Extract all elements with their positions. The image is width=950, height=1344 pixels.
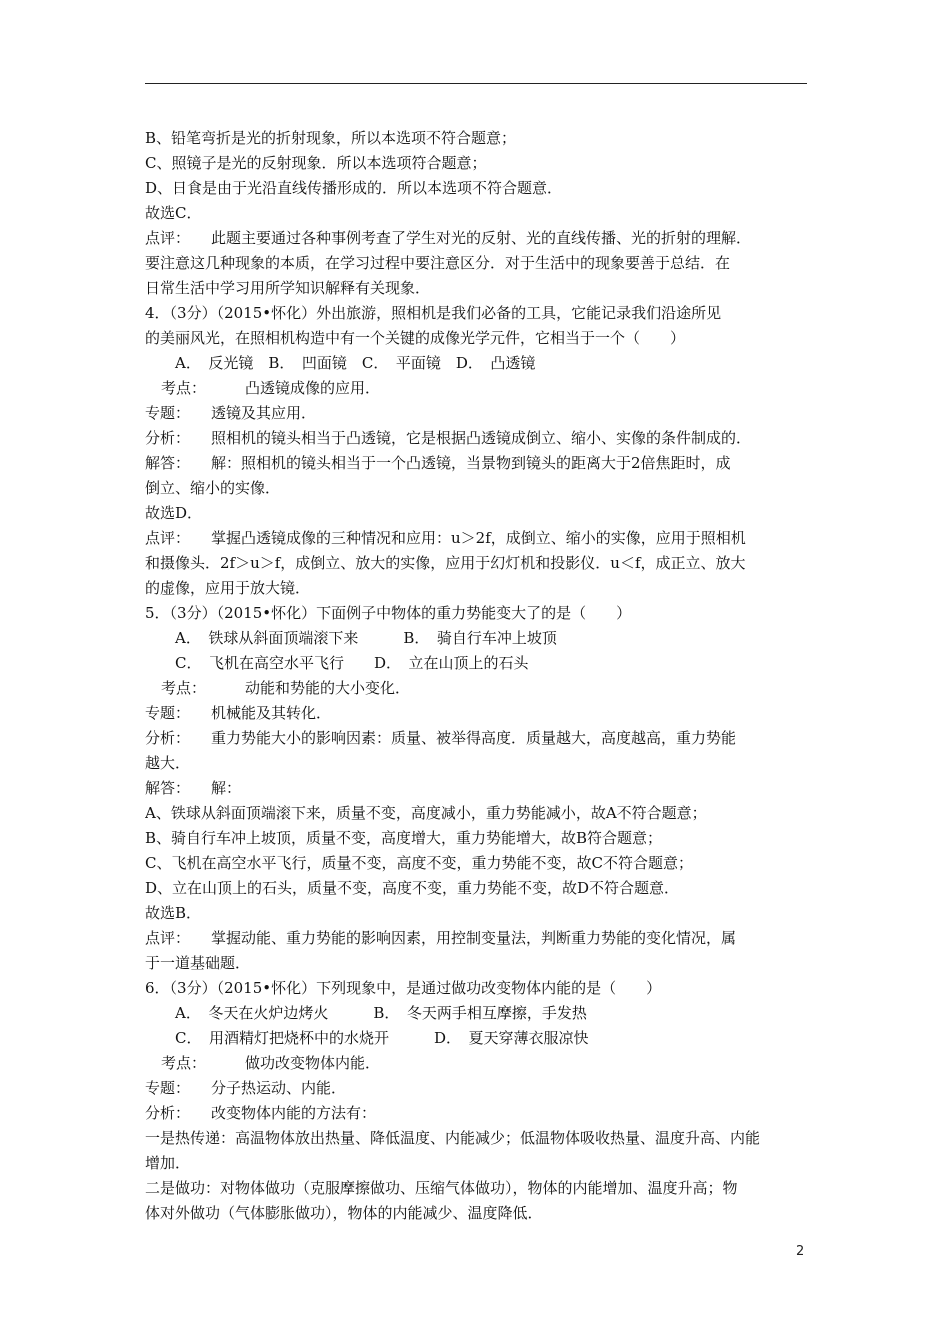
comment-text: 此题主要通过各种事例考查了学生对光的反射、光的直线传播、光的折射的理解． — [211, 229, 752, 247]
q4-kaodian — [145, 376, 810, 401]
q5-options-row-2: C． 飞机在高空水平飞行 D． 立在山顶上的石头 — [175, 654, 529, 672]
q4-zhuanti — [145, 401, 810, 426]
fenxi-text: 照相机的镜头相当于凸透镜，它是根据凸透镜成倒立、缩小、实像的条件制成的． — [211, 429, 752, 447]
q6-heat-transfer-cont: 增加． — [145, 1154, 191, 1172]
dianping-text: 掌握凸透镜成像的三种情况和应用：u＞2f，成倒立、缩小的实像，应用于照相机 — [211, 529, 746, 547]
jieda-label: 解答： — [145, 454, 191, 472]
q3-comment — [145, 226, 810, 251]
q6-fenxi — [145, 1101, 810, 1126]
fenxi-label: 分析： — [145, 729, 191, 747]
q5-answer: 故选B． — [145, 904, 202, 922]
q4-dianping-cont: 的虚像，应用于放大镜． — [145, 579, 311, 597]
dianping-label: 点评： — [145, 529, 191, 547]
q6-stem: 6．（3分）（2015•怀化）下列现象中，是通过做功改变物体内能的是（ ） — [145, 979, 662, 997]
zhuanti-label: 专题： — [145, 1079, 191, 1097]
kaodian-label: 考点： — [161, 379, 207, 397]
q4-jieda-cont: 倒立、缩小的实像． — [145, 479, 281, 497]
q3-comment-cont: 要注意这几种现象的本质，在学习过程中要注意区分．对于生活中的现象要善于总结．在 — [145, 254, 731, 272]
kaodian-text: 做功改变物体内能． — [245, 1054, 381, 1072]
jieda-text: 解： — [211, 779, 242, 797]
q5-kaodian — [145, 676, 810, 701]
q6-doing-work: 二是做功：对物体做功（克服摩擦做功、压缩气体做功），物体的内能增加、温度升高；物 — [145, 1179, 738, 1197]
q3-answer: 故选C． — [145, 204, 202, 222]
dianping-text: 掌握动能、重力势能的影响因素，用控制变量法，判断重力势能的变化情况，属 — [211, 929, 737, 947]
q6-options-row-2: C． 用酒精灯把烧杯中的水烧开 D． 夏天穿薄衣服凉快 — [175, 1029, 589, 1047]
zhuanti-label: 专题： — [145, 704, 191, 722]
q5-dianping — [145, 926, 810, 951]
q5-option-a-analysis: A、铁球从斜面顶端滚下来，质量不变，高度减小，重力势能减小，故A不符合题意； — [145, 804, 707, 822]
q6-kaodian — [145, 1051, 810, 1076]
q4-jieda — [145, 451, 810, 476]
jieda-text: 解：照相机的镜头相当于一个凸透镜，当景物到镜头的距离大于2倍焦距时，成 — [211, 454, 731, 472]
q6-heat-transfer: 一是热传递：高温物体放出热量、降低温度、内能减少；低温物体吸收热量、温度升高、内能 — [145, 1129, 761, 1147]
q4-dianping — [145, 526, 810, 551]
q4-fenxi — [145, 426, 810, 451]
zhuanti-text: 机械能及其转化． — [211, 704, 332, 722]
dianping-label: 点评： — [145, 929, 191, 947]
q5-option-c-analysis: C、飞机在高空水平飞行，质量不变，高度不变，重力势能不变，故C不符合题意； — [145, 854, 693, 872]
q5-options-row-1: A． 铁球从斜面顶端滚下来 B． 骑自行车冲上坡顶 — [175, 629, 557, 647]
q6-doing-work-cont: 体对外做功（气体膨胀做功），物体的内能减少、温度降低． — [145, 1204, 543, 1222]
q5-fenxi-cont: 越大． — [145, 754, 191, 772]
kaodian-label: 考点： — [161, 679, 207, 697]
q3-option-c-analysis: C、照镜子是光的反射现象．所以本选项符合题意； — [145, 154, 487, 172]
q3-comment-cont: 日常生活中学习用所学知识解释有关现象． — [145, 279, 431, 297]
zhuanti-text: 分子热运动、内能． — [211, 1079, 347, 1097]
q5-option-b-analysis: B、骑自行车冲上坡顶，质量不变，高度增大，重力势能增大，故B符合题意； — [145, 829, 663, 847]
q3-option-b-analysis: B、铅笔弯折是光的折射现象，所以本选项不符合题意； — [145, 129, 517, 147]
kaodian-text: 动能和势能的大小变化． — [245, 679, 411, 697]
fenxi-text: 改变物体内能的方法有： — [211, 1104, 377, 1122]
kaodian-label: 考点： — [161, 1054, 207, 1072]
q5-jieda — [145, 776, 810, 801]
fenxi-text: 重力势能大小的影响因素：质量、被举得高度．质量越大，高度越高，重力势能 — [211, 729, 737, 747]
comment-label: 点评： — [145, 229, 191, 247]
q5-option-d-analysis: D、立在山顶上的石头，质量不变，高度不变，重力势能不变，故D不符合题意． — [145, 879, 680, 897]
q3-option-d-analysis: D、日食是由于光沿直线传播形成的．所以本选项不符合题意． — [145, 179, 563, 197]
q4-dianping-cont: 和摄像头．2f＞u＞f，成倒立、放大的实像，应用于幻灯机和投影仪．u＜f，成正立、放大 — [145, 554, 746, 572]
q4-stem: 4．（3分）（2015•怀化）外出旅游，照相机是我们必备的工具，它能记录我们沿途所见 — [145, 304, 722, 322]
q6-zhuanti — [145, 1076, 810, 1101]
zhuanti-label: 专题： — [145, 404, 191, 422]
kaodian-text: 凸透镜成像的应用． — [245, 379, 381, 397]
page-number: 2 — [796, 1244, 805, 1259]
q5-fenxi — [145, 726, 810, 751]
q5-zhuanti — [145, 701, 810, 726]
header-rule — [145, 83, 807, 84]
q6-options-row-1: A． 冬天在火炉边烤火 B． 冬天两手相互摩擦，手发热 — [175, 1004, 587, 1022]
q4-options: A． 反光镜 B． 凹面镜 C． 平面镜 D． 凸透镜 — [175, 354, 536, 372]
fenxi-label: 分析： — [145, 429, 191, 447]
q4-stem-cont: 的美丽风光，在照相机构造中有一个关键的成像光学元件，它相当于一个（ ） — [145, 329, 686, 347]
q5-stem: 5．（3分）（2015•怀化）下面例子中物体的重力势能变大了的是（ ） — [145, 604, 632, 622]
q4-answer: 故选D． — [145, 504, 203, 522]
document-body — [145, 126, 810, 1226]
zhuanti-text: 透镜及其应用． — [211, 404, 317, 422]
q5-dianping-cont: 于一道基础题． — [145, 954, 251, 972]
jieda-label: 解答： — [145, 779, 191, 797]
fenxi-label: 分析： — [145, 1104, 191, 1122]
